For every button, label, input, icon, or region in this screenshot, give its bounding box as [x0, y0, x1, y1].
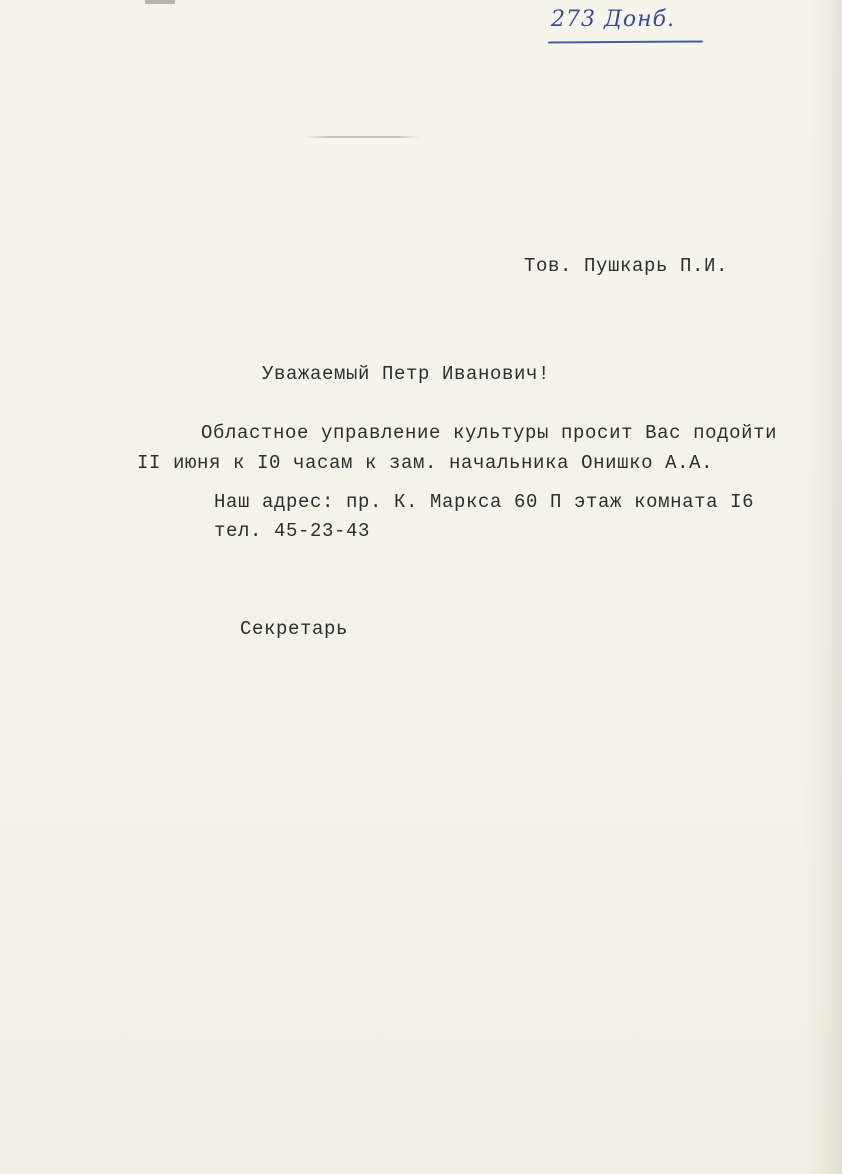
- handwritten-underline: [548, 40, 703, 43]
- page-edge-shadow: [804, 0, 842, 1174]
- faint-pencil-mark: [305, 136, 420, 138]
- salutation-line: Уважаемый Петр Иванович!: [262, 363, 551, 385]
- body-line-2: II июня к I0 часам к зам. начальника Онишко А.А.: [137, 452, 714, 474]
- addressee-line: Тов. Пушкарь П.И.: [524, 255, 729, 277]
- body-line-1: Областное управление культуры просит Вас подойти: [201, 422, 778, 444]
- address-line: Наш адрес: пр. К. Маркса 60 П этаж комната I6: [214, 491, 755, 513]
- top-edge-mark: [145, 0, 175, 4]
- handwritten-note: 273 Донб.: [551, 7, 676, 32]
- phone-line: тел. 45-23-43: [214, 520, 371, 542]
- signature-title: Секретарь: [240, 618, 349, 640]
